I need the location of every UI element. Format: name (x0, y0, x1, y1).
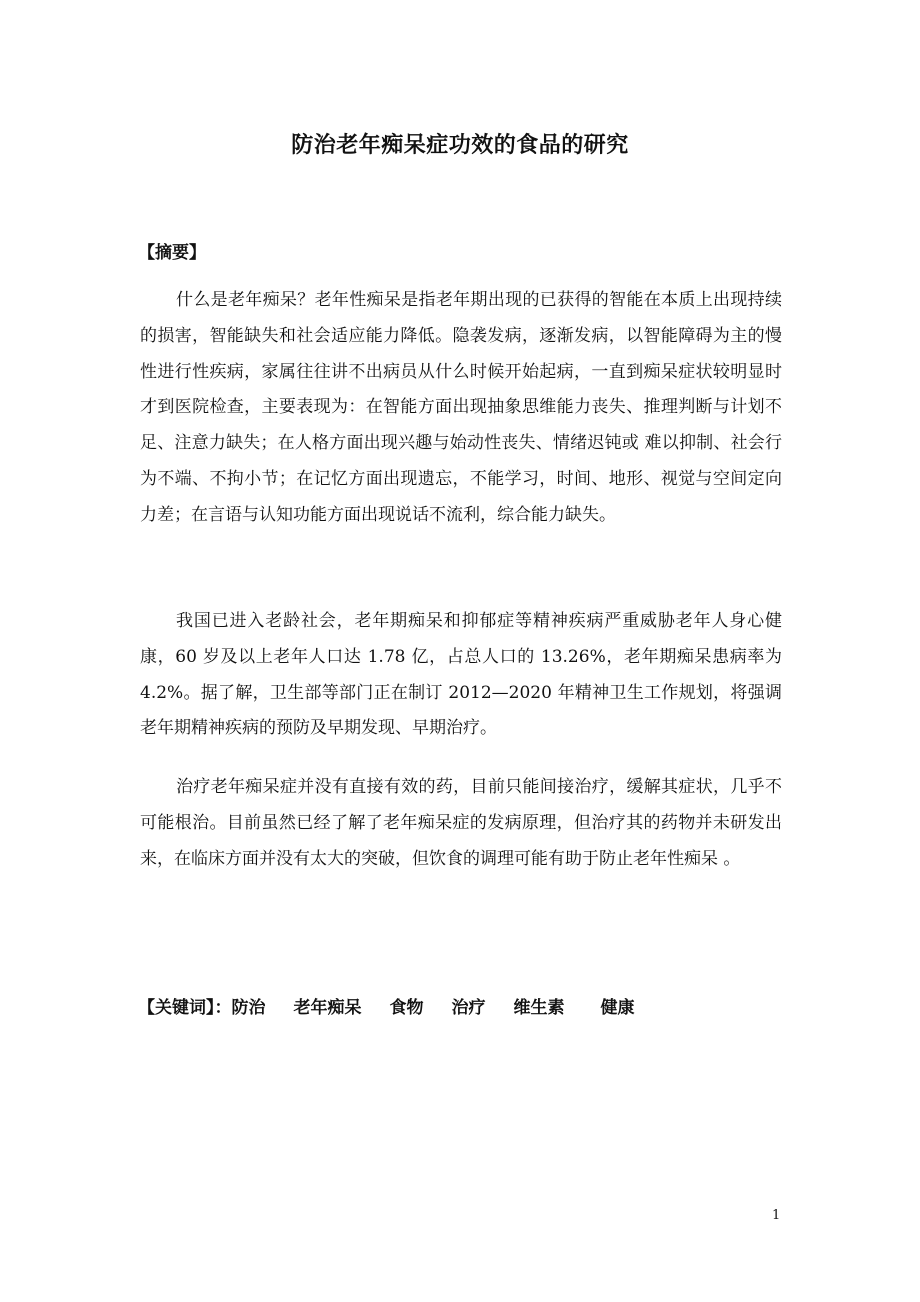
keyword: 治疗 (451, 998, 486, 1018)
keywords-label: 【关键词】： (138, 998, 232, 1018)
abstract-paragraph-1: 什么是老年痴呆？老年性痴呆是指老年期出现的已获得的智能在本质上出现持续的损害，智能缺失和社会适应能力降低。隐袭发病，逐渐发病，以智能障碍为主的慢性进行性疾病，家属往往讲不出病员从什么时候开始起病，一直到痴呆症状较明显时才到医院检查，主要表现为：在智能方面出现抽象思维能力丧失、推理判断与计划不足、注意力缺失；在人格方面出现兴趣与始动性丧失、情绪迟钝或 难以抑制、社会行为不端、不拘小节；在记忆方面出现遗忘，不能学习，时间、地形、视觉与空间定向力差；在言语与认知功能方面出现说话不流利，综合能力缺失。 (140, 290, 782, 525)
document-title: 防治老年痴呆症功效的食品的研究 (291, 133, 629, 158)
keyword: 食物 (389, 998, 424, 1018)
keyword: 维生素 (513, 998, 565, 1018)
keyword: 老年痴呆 (293, 998, 362, 1018)
keyword: 防治 (231, 998, 266, 1018)
abstract-paragraph-3: 治疗老年痴呆症并没有直接有效的药，目前只能间接治疗，缓解其症状，几乎不可能根治。目前虽然已经了解了老年痴呆症的发病原理，但治疗其的药物并未研发出来，在临床方面并没有太大的突破，但饮食的调理可能有助于防止老年性痴呆 。 (140, 777, 782, 869)
page-number: 1 (772, 1208, 781, 1223)
abstract-paragraph-2: 我国已进入老龄社会，老年期痴呆和抑郁症等精神疾病严重威胁老年人身心健康，60 岁及以上老年人口达 1.78 亿，占总人口的 13.26%，老年期痴呆患病率为 4.2%。据了解，卫生部等部门正在制订 2012—2020 年精神卫生工作规划，将强调老年期精神疾病的预防及早期发现、早期治疗。 (140, 611, 782, 739)
keyword: 健康 (600, 998, 635, 1018)
keywords-line (138, 993, 663, 1018)
abstract-heading: 【摘要】 (138, 243, 206, 263)
